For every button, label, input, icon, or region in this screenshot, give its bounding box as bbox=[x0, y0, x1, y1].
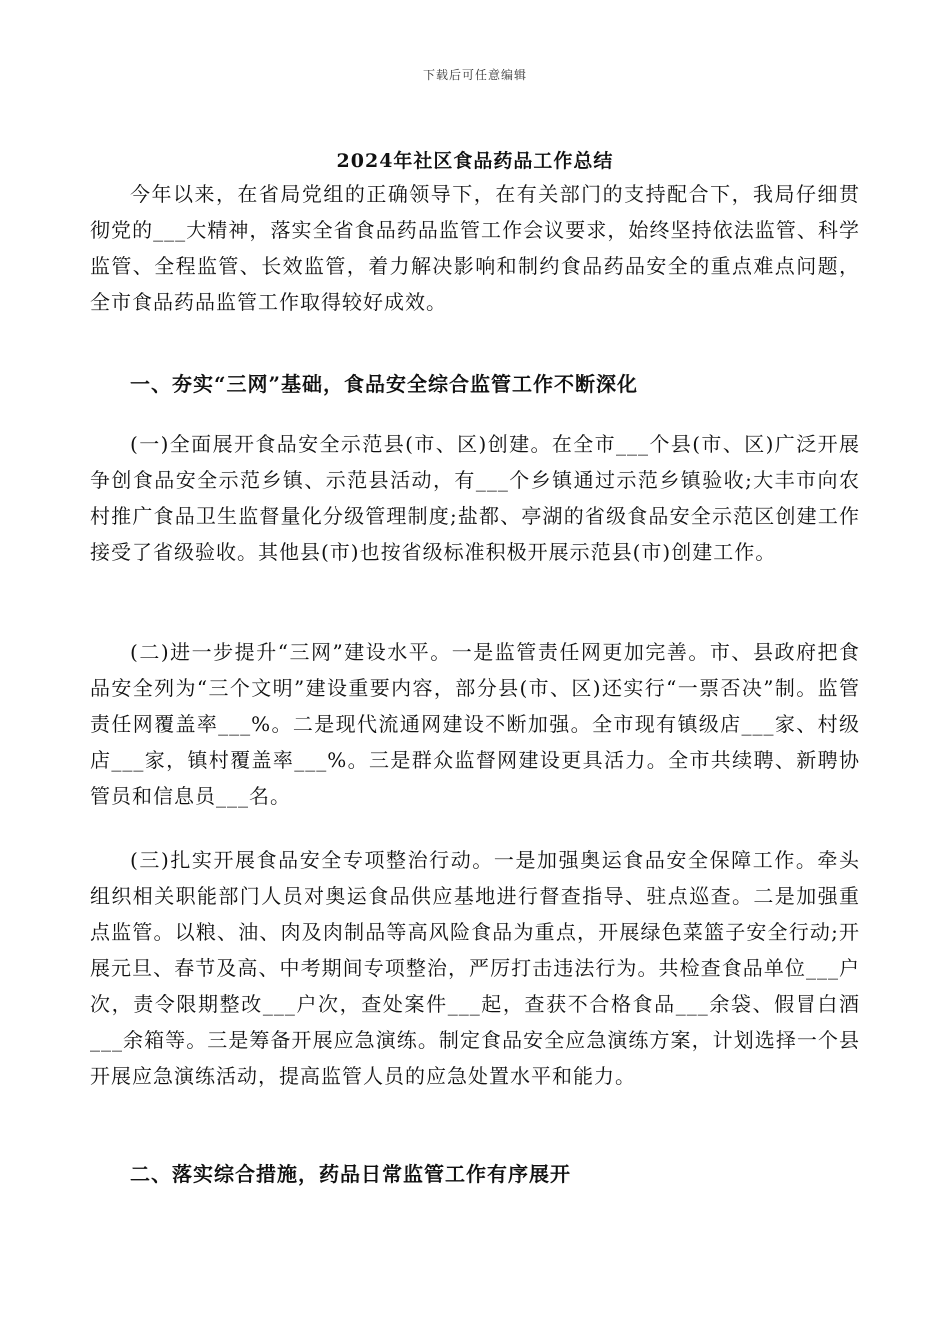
section-1-heading-block bbox=[90, 366, 860, 402]
document-title: 2024年社区食品药品工作总结 bbox=[336, 150, 614, 172]
section-1-item-1: (一)全面展开食品安全示范县(市、区)创建。在全市___个县(市、区)广泛开展争创食品安全示范乡镇、示范县活动，有___个乡镇通过示范乡镇验收;大丰市向农村推广食品卫生监督量化分级管理制度;盐都、亭湖的省级食品安全示范区创建工作接受了省级验收。其他县(市)也按省级标准积极开展示范县(市)创建工作。 bbox=[90, 432, 860, 564]
section-1-item-1-block bbox=[90, 426, 860, 570]
intro-paragraph-block bbox=[90, 176, 860, 320]
section-1-heading: 一、夯实“三网”基础，食品安全综合监管工作不断深化 bbox=[130, 372, 639, 396]
section-2-heading: 二、落实综合措施，药品日常监管工作有序展开 bbox=[130, 1162, 571, 1186]
header-note: 下载后可任意编辑 bbox=[422, 68, 527, 82]
section-1-item-3-block bbox=[90, 842, 860, 1094]
section-2-heading-block bbox=[90, 1156, 860, 1192]
intro-paragraph: 今年以来，在省局党组的正确领导下，在有关部门的支持配合下，我局仔细贯彻党的___大精神，落实全省食品药品监管工作会议要求，始终坚持依法监管、科学监管、全程监管、长效监管，着力解决影响和制约食品药品安全的重点难点问题，全市食品药品监管工作取得较好成效。 bbox=[90, 182, 860, 314]
section-1-item-2-block bbox=[90, 634, 860, 814]
section-1-item-3: (三)扎实开展食品安全专项整治行动。一是加强奥运食品安全保障工作。牵头组织相关职能部门人员对奥运食品供应基地进行督查指导、驻点巡查。二是加强重点监管。以粮、油、肉及肉制品等高风险食品为重点，开展绿色菜篮子安全行动;开展元旦、春节及高、中考期间专项整治，严厉打击违法行为。共检查食品单位___户次，责令限期整改___户次，查处案件___起，查获不合格食品___余袋、假冒白酒___余箱等。三是筹备开展应急演练。制定食品安全应急演练方案，计划选择一个县开展应急演练活动，提高监管人员的应急处置水平和能力。 bbox=[90, 848, 860, 1088]
section-1-item-2: (二)进一步提升“三网”建设水平。一是监管责任网更加完善。市、县政府把食品安全列为“三个文明”建设重要内容，部分县(市、区)还实行“一票否决”制。监管责任网覆盖率___%。二是现代流通网建设不断加强。全市现有镇级店___家、村级店___家，镇村覆盖率___%。三是群众监督网建设更具活力。全市共续聘、新聘协管员和信息员___名。 bbox=[90, 640, 860, 808]
